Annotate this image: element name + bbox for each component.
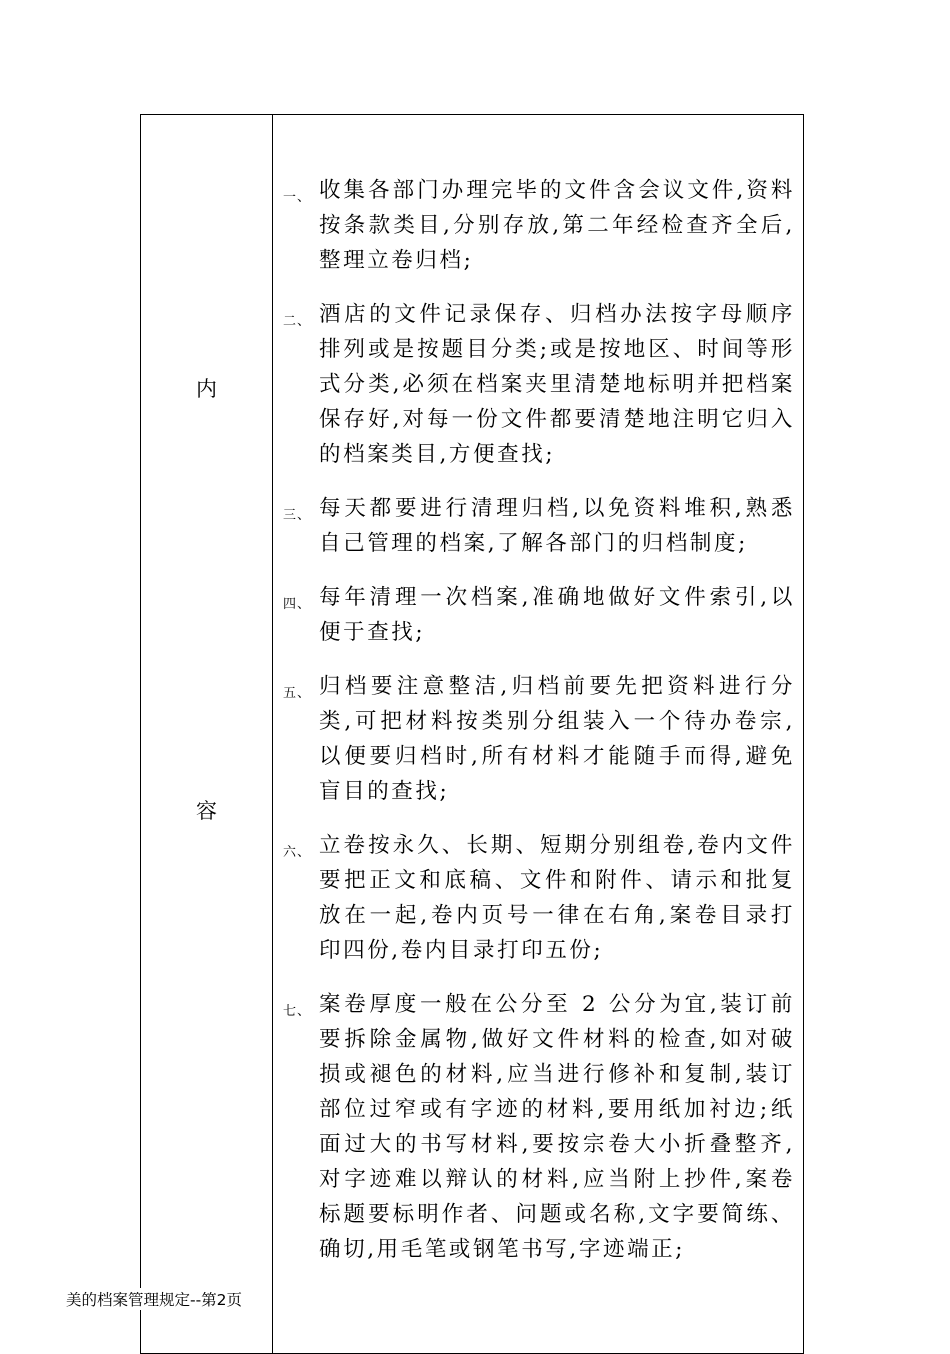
column-divider: [272, 115, 273, 1353]
item-number: 五、: [283, 686, 312, 701]
rules-list: [283, 173, 795, 1286]
list-item: [283, 173, 795, 278]
list-item: [283, 669, 795, 809]
page-footer: 美的档案管理规定--第2页: [66, 1288, 244, 1310]
list-item: [283, 297, 795, 472]
list-item: [283, 580, 795, 650]
list-item: [283, 491, 795, 561]
item-number: 四、: [283, 597, 312, 612]
content-table: [140, 114, 804, 1354]
item-text: 每年清理一次档案,准确地做好文件索引,以便于查找;: [319, 585, 795, 645]
item-number: 六、: [283, 845, 312, 860]
label-char-nei: 内: [196, 377, 217, 401]
item-text: 案卷厚度一般在公分至 2 公分为宜,装订前要拆除金属物,做好文件材料的检查,如对破损或褪色的材料,应当进行修补和复制,装订部位过窄或有字迹的材料,要用纸加衬边;纸面过大的书写材料,要按宗卷大小折叠整齐,对字迹难以辩认的材料,应当附上抄件,案卷标题要标明作者、问题或名称,文字要简练、确切,用毛笔或钢笔书写,字迹端正;: [319, 992, 795, 1262]
item-number: 七、: [283, 1004, 312, 1019]
item-text: 酒店的文件记录保存、归档办法按字母顺序排列或是按题目分类;或是按地区、时间等形式分类,必须在档案夹里清楚地标明并把档案保存好,对每一份文件都要清楚地注明它归入的档案类目,方便查找;: [319, 302, 795, 467]
item-number: 二、: [283, 314, 312, 329]
item-text: 立卷按永久、长期、短期分别组卷,卷内文件要把正文和底稿、文件和附件、请示和批复放在一起,卷内页号一律在右角,案卷目录打印四份,卷内目录打印五份;: [319, 833, 795, 963]
list-item: [283, 987, 795, 1267]
item-number: 三、: [283, 508, 312, 523]
item-text: 每天都要进行清理归档,以免资料堆积,熟悉自己管理的档案,了解各部门的归档制度;: [319, 496, 795, 556]
item-text: 收集各部门办理完毕的文件含会议文件,资料按条款类目,分别存放,第二年经检查齐全后,整理立卷归档;: [319, 178, 795, 273]
item-text: 归档要注意整洁,归档前要先把资料进行分类,可把材料按类别分组装入一个待办卷宗,以便要归档时,所有材料才能随手而得,避免盲目的查找;: [319, 674, 795, 804]
label-char-rong: 容: [196, 799, 217, 823]
list-item: [283, 828, 795, 968]
item-number: 一、: [283, 190, 312, 205]
